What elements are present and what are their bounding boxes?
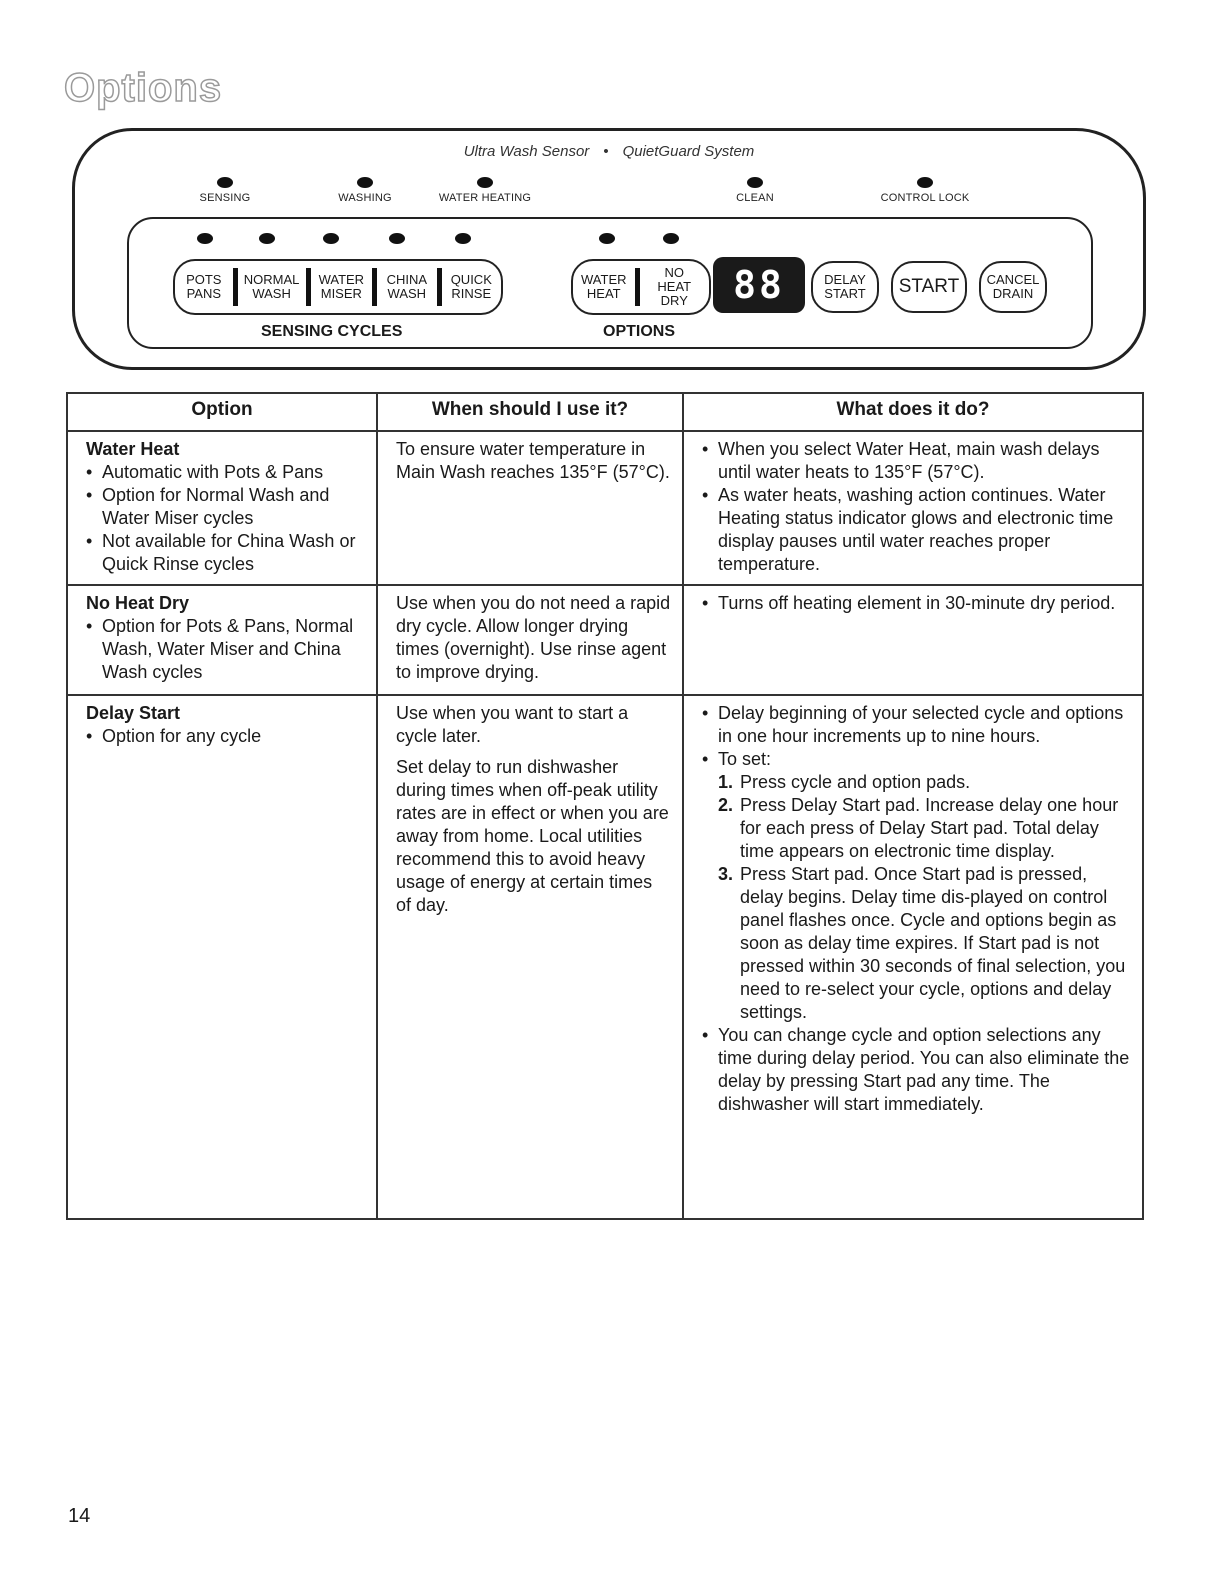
step-text: Press Delay Start pad. Increase delay one hour for each press of Delay Start pad. Total delay time appears on electronic time display. [740,795,1119,861]
led-no-heat-dry [663,233,679,244]
quick-rinse-button[interactable]: QUICK RINSE [437,268,501,306]
status-control-lock: CONTROL LOCK [865,177,985,204]
sensing-cycles-group [173,259,503,315]
button-area [127,217,1093,349]
bullet-item: • Not available for China Wash or Quick Rinse cycles [86,530,366,576]
when-text: To ensure water temperature in Main Wash reaches 135°F (57°C). [396,439,670,482]
brand-ultra-wash: Ultra Wash Sensor [463,143,590,160]
status-led [747,177,763,188]
when-text: Use when you want to start a cycle later. [396,703,629,746]
page-number: 14 [68,1505,91,1527]
status-washing: WASHING [305,177,425,204]
header-when: When should I use it? [377,393,683,431]
table-header-row [67,393,1143,431]
bullet-item: • You can change cycle and option selections any time during delay period. You can also eliminate the delay by pressing Start pad any time. The dishwasher will start immediately. [702,1024,1132,1116]
delay-start-button[interactable]: DELAY START [811,261,879,313]
water-miser-button[interactable]: WATER MISER [306,268,373,306]
option-cell [67,585,377,695]
options-group [571,259,711,315]
what-bullets [702,1024,1132,1116]
table-row [67,695,1143,1219]
brand-separator: • [603,143,609,160]
step-item [718,863,1132,1024]
start-button[interactable]: START [891,261,967,313]
bullet-item: • When you select Water Heat, main wash delays until water heats to 135°F (57°C). [702,438,1132,484]
what-cell [683,431,1143,585]
bullet-item: • As water heats, washing action continues. Water Heating status indicator glows and electronic time display pauses until water reaches proper temperature. [702,484,1132,576]
status-led [477,177,493,188]
step-text: Press Start pad. Once Start pad is pressed, delay begins. Delay time dis-played on control panel flashes once. Cycle and options begin as soon as delay time expires. If Start pad is not pressed within 30 seconds of final selection, you need to re-select your cycle, options and delay settings. [740,864,1126,1022]
header-what: What does it do? [683,393,1143,431]
control-panel-illustration [72,128,1146,370]
when-cell [377,585,683,695]
option-cell [67,431,377,585]
led-pots-pans [197,233,213,244]
step-item [718,771,1132,794]
no-heat-dry-button[interactable]: NO HEAT DRY [635,268,709,306]
when-text: Use when you do not need a rapid dry cycle. Allow longer drying times (overnight). Use rinse agent to improve drying. [396,593,671,682]
page-title: Options [64,66,223,110]
pots-pans-button[interactable]: POTS PANS [186,272,222,301]
water-heat-button[interactable]: WATER HEAT [581,272,627,301]
when-cell [377,431,683,585]
china-wash-button[interactable]: CHINA WASH [372,268,436,306]
option-bullets [86,615,366,684]
option-bullets [86,725,366,748]
what-bullets [702,702,1132,771]
status-led [357,177,373,188]
step-number: 1. [718,772,734,792]
when-cell [377,695,683,1219]
bullet-item: • Turns off heating element in 30-minute dry period. [702,592,1132,615]
step-number: 2. [718,795,734,815]
bullet-item: • Option for Pots & Pans, Normal Wash, Water Miser and China Wash cycles [86,615,366,684]
option-name: Water Heat [86,439,180,459]
led-normal-wash [259,233,275,244]
option-name: Delay Start [86,703,181,723]
cancel-drain-button[interactable]: CANCEL DRAIN [979,261,1047,313]
what-cell [683,695,1143,1219]
header-option: Option [67,393,377,431]
brand-line [75,143,1143,160]
status-led [217,177,233,188]
led-china-wash [389,233,405,244]
normal-wash-button[interactable]: NORMAL WASH [233,268,306,306]
led-water-heat [599,233,615,244]
option-bullets [86,461,366,576]
bullet-item: • Option for any cycle [86,725,366,748]
step-text: Press cycle and option pads. [740,772,971,792]
step-item [718,794,1132,863]
table-row [67,431,1143,585]
option-name: No Heat Dry [86,593,190,613]
table-row [67,585,1143,695]
status-sensing: SENSING [165,177,285,204]
brand-quietguard: QuietGuard System [622,143,755,160]
time-display: 88 [713,257,805,313]
when-text: Set delay to run dishwasher during times when off-peak utility rates are in effect or when you are away from home. Local utilities recommend this to avoid heavy usage of energy at certain times of day. [396,757,669,915]
step-number: 3. [718,864,734,884]
bullet-item: • Delay beginning of your selected cycle and options in one hour increments up to nine hours. [702,702,1132,748]
status-led [917,177,933,188]
led-quick-rinse [455,233,471,244]
status-water-heating: WATER HEATING [425,177,545,204]
options-table [66,392,1144,1220]
status-clean: CLEAN [695,177,815,204]
sensing-cycles-label: SENSING CYCLES [261,323,403,340]
what-cell [683,585,1143,695]
bullet-item: • To set: [702,748,1132,771]
what-bullets [702,438,1132,576]
what-bullets [702,592,1132,615]
bullet-item: • Option for Normal Wash and Water Miser cycles [86,484,366,530]
led-water-miser [323,233,339,244]
bullet-item: • Automatic with Pots & Pans [86,461,366,484]
options-label: OPTIONS [603,323,676,340]
delay-steps [702,771,1132,1024]
option-cell [67,695,377,1219]
